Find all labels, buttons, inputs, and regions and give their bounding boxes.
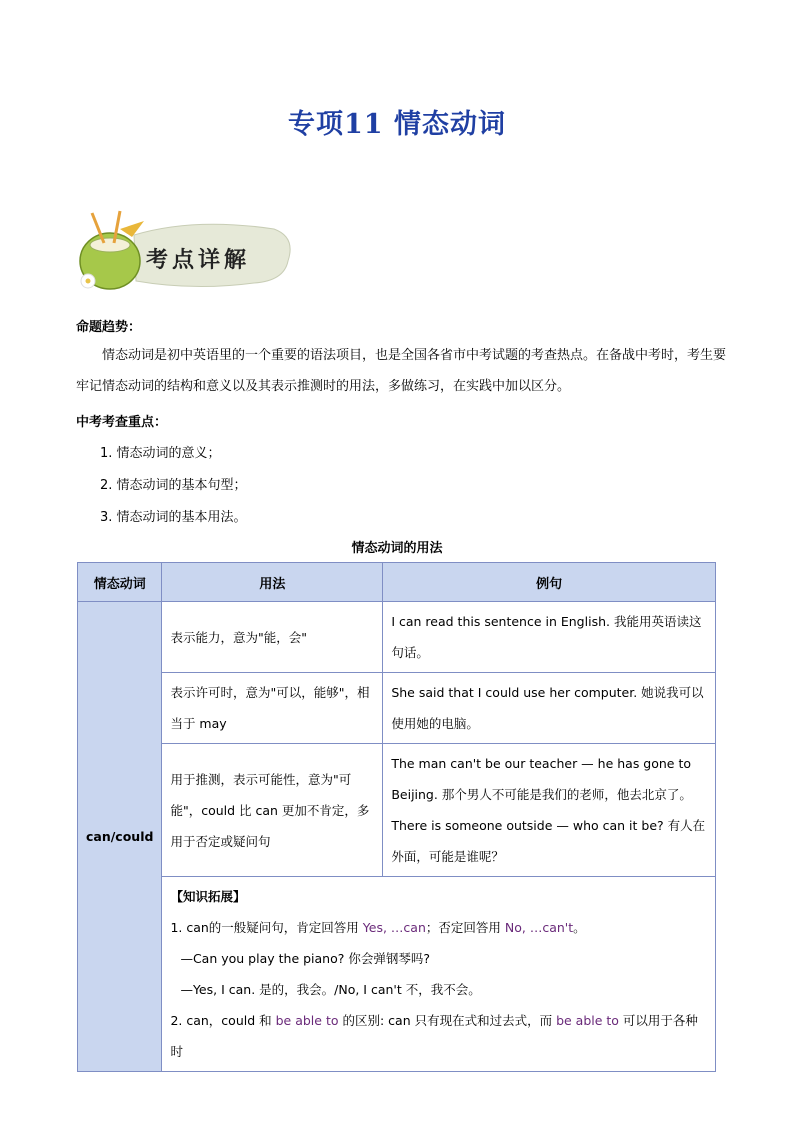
example-cell (383, 602, 716, 673)
example-text-2: There is someone outside — who can it be? 有人在外面，可能是谁呢？ (391, 818, 706, 864)
usage-cell (162, 602, 383, 673)
modal-verb-table (77, 562, 716, 1072)
table-row (78, 877, 716, 1072)
ext-4b: be able to (275, 1013, 339, 1028)
extension-cell (162, 877, 716, 1072)
table-header-row (78, 563, 716, 602)
usage-cell (162, 744, 383, 877)
example-text: The man can't be our teacher — he has gone to Beijing. 那个男人不可能是我们的老师，他去北京了。 (391, 756, 692, 802)
example-cell (383, 744, 716, 877)
ext-1e: 。 (573, 920, 586, 935)
ext-1c: ；否定回答用 (425, 920, 505, 935)
usage-cell (162, 673, 383, 744)
usage-text: 表示能力，意为"能，会" (170, 629, 307, 645)
trend-paragraph: 情态动词是初中英语里的一个重要的语法项目，也是全国各省市中考试题的考查热点。在备战中考时，考生要牢记情态动词的结构和意义以及其表示推测时的用法，多做练习，在实践中加以区分。 (76, 348, 727, 394)
ext-4d: be able to (556, 1013, 619, 1028)
extension-line-4 (170, 1005, 707, 1067)
table-row (78, 673, 716, 744)
example-text: I can read this sentence in English. 我能用英语读这句话。 (391, 614, 702, 660)
ext-4a: 2. can，could 和 (170, 1013, 276, 1028)
ext-1a: 1. can的一般疑问句，肯定回答用 (170, 920, 363, 935)
usage-text: 用于推测，表示可能性，意为"可能"，could 比 can 更加不肯定，多用于否定或疑问句 (170, 771, 370, 849)
modal-cell: can/could (78, 602, 162, 1072)
extension-line-1 (170, 912, 707, 943)
ext-1d: No, …can't (504, 920, 574, 935)
extension-heading: 【知识拓展】 (170, 889, 246, 904)
example-text: She said that I could use her computer. 她说我可以使用她的电脑。 (391, 685, 704, 731)
page-title: 专项11 情态动词 (288, 109, 506, 140)
table-caption: 情态动词的用法 (351, 541, 443, 556)
key-points-label: 中考考查重点： (76, 415, 168, 430)
usage-text: 表示许可时，意为"可以，能够"，相当于 may (170, 685, 370, 731)
table-row (78, 744, 716, 877)
trend-label: 命题趋势： (76, 320, 142, 335)
key-point-2: 2. 情态动词的基本句型； (100, 478, 247, 493)
header-usage: 用法 (162, 563, 383, 602)
extension-line-3: —Yes, I can. 是的，我会。/No, I can't 不，我不会。 (180, 982, 481, 997)
table-row (78, 602, 716, 673)
header-example: 例句 (383, 563, 716, 602)
extension-line-2: —Can you play the piano? 你会弹钢琴吗? (180, 951, 430, 966)
key-point-1: 1. 情态动词的意义； (100, 446, 221, 461)
ext-1b: Yes, …can (362, 920, 426, 935)
banner-label: 考点详解 (146, 247, 251, 273)
example-cell (383, 673, 716, 744)
header-modal: 情态动词 (78, 563, 162, 602)
key-point-3: 3. 情态动词的基本用法。 (100, 510, 247, 525)
ext-4c: 的区别: can 只有现在式和过去式，而 (338, 1013, 557, 1028)
ext-4e: 可以用于各种时 (170, 1013, 698, 1059)
